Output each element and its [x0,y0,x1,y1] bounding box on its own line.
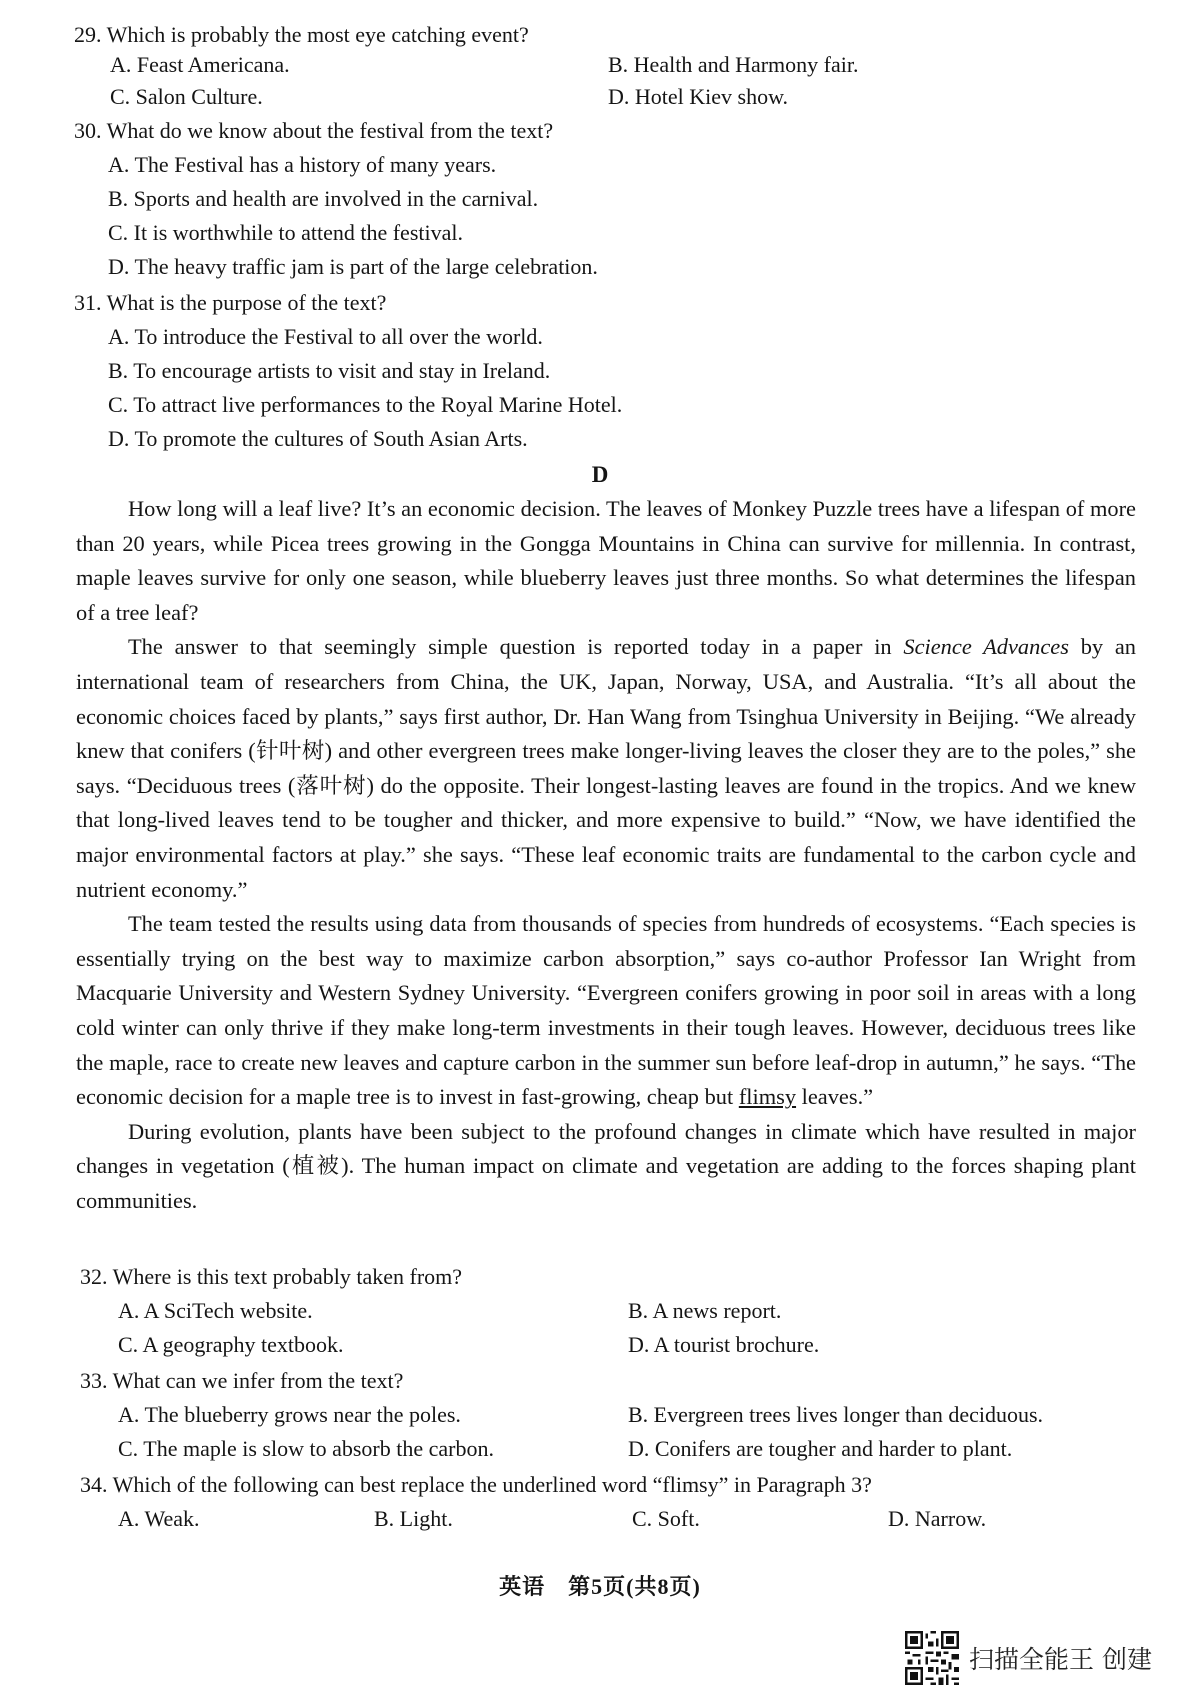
q34-option-d: D. Narrow. [888,1506,987,1531]
reading-passage-d [76,492,1136,1218]
question-32-stem: 32. Where is this text probably taken from? [80,1264,463,1289]
passage-paragraph-3 [76,907,1136,1115]
paragraph-3-text-end: leaves.” [796,1084,874,1110]
section-d-heading: D [591,462,609,487]
qr-code-icon [905,1631,959,1685]
q33-option-d: D. Conifers are tougher and harder to plant. [628,1436,1013,1461]
journal-name: Science Advances [903,634,1069,660]
q34-option-a: A. Weak. [118,1506,200,1531]
question-34-stem: 34. Which of the following can best replace the underlined word “flimsy” in Paragraph 3? [80,1472,872,1497]
q34-option-b: B. Light. [374,1506,453,1531]
scanner-watermark-text: 扫描全能王 创建 [969,1645,1152,1674]
passage-paragraph-2 [76,630,1136,907]
q33-option-b: B. Evergreen trees lives longer than deciduous. [628,1402,1044,1427]
q33-option-c: C. The maple is slow to absorb the carbon. [118,1436,494,1461]
q29-option-a: A. Feast Americana. [110,52,290,77]
passage-paragraph-1: How long will a leaf live? It’s an economic decision. The leaves of Monkey Puzzle trees have a lifespan of more than 20 years, while Picea trees growing in the Gongga Mountains in China can survive for millennia. In contrast, maple leaves survive for only one season, while blueberry leaves just three months. So what determines the lifespan of a tree leaf? [76,496,1136,625]
passage-paragraph-4: During evolution, plants have been subject to the profound changes in climate which have resulted in major changes in vegetation (植被). The human impact on climate and vegetation are adding to the forces shaping plant communities. [76,1118,1136,1213]
paragraph-2-text-start: The answer to that seemingly simple question is reported today in a paper in [128,634,904,660]
q31-option-b: B. To encourage artists to visit and stay in Ireland. [108,358,551,383]
q30-option-d: D. The heavy traffic jam is part of the large celebration. [108,254,598,279]
q33-option-a: A. The blueberry grows near the poles. [118,1402,461,1427]
q31-option-a: A. To introduce the Festival to all over the world. [108,324,543,349]
question-30-stem: 30. What do we know about the festival from the text? [74,118,554,143]
q30-option-c: C. It is worthwhile to attend the festival. [108,220,463,245]
question-29-stem: 29. Which is probably the most eye catching event? [74,22,529,47]
paragraph-3-text-start: The team tested the results using data from thousands of species from hundreds of ecosystems. “Each species is essentially trying on the best way to maximize carbon absorption,” says co-author Professor Ian Wright from Macquarie University and Western Sydney University. “Evergreen conifers growing in poor soil in areas with a long cold winter can only thrive if they make long-term investments in their tough leaves. However, deciduous trees like the maple, race to create new leaves and capture carbon in the summer sun before leaf-drop in autumn,” he says. “The economic decision for a maple tree is to invest in fast-growing, cheap but [76,911,1136,1110]
q29-option-b: B. Health and Harmony fair. [608,52,859,77]
q31-option-d: D. To promote the cultures of South Asian Arts. [108,426,528,451]
q32-option-d: D. A tourist brochure. [628,1332,820,1357]
scanner-watermark [905,1630,1152,1686]
q29-option-c: C. Salon Culture. [110,84,263,109]
q30-option-a: A. The Festival has a history of many years. [108,152,497,177]
q32-option-b: B. A news report. [628,1298,782,1323]
q31-option-c: C. To attract live performances to the Royal Marine Hotel. [108,392,623,417]
q34-option-c: C. Soft. [632,1506,700,1531]
q30-option-b: B. Sports and health are involved in the carnival. [108,186,539,211]
q32-option-c: C. A geography textbook. [118,1332,344,1357]
underlined-word-flimsy: flimsy [738,1084,797,1110]
question-33-stem: 33. What can we infer from the text? [80,1368,404,1393]
page-footer: 英语 第5页(共8页) [499,1574,701,1599]
paragraph-2-text-end: by an international team of researchers from China, the UK, Japan, Norway, USA, and Australia. “It’s all about the economic choices faced by plants,” says first author, Dr. Han Wang from Tsinghua University in Beijing. “We already knew that conifers (针叶树) and other evergreen trees make longer-living leaves the closer they are to the poles,” she says. “Deciduous trees (落叶树) do the opposite. Their longest-lasting leaves are found in the tropics. And we knew that long-lived leaves tend to be tougher and thicker, and more expensive to build.” “Now, we have identified the major environmental factors at play.” she says. “These leaf economic traits are fundamental to the carbon cycle and nutrient economy.” [76,634,1136,902]
q32-option-a: A. A SciTech website. [118,1298,313,1323]
q29-option-d: D. Hotel Kiev show. [608,84,789,109]
question-31-stem: 31. What is the purpose of the text? [74,290,387,315]
